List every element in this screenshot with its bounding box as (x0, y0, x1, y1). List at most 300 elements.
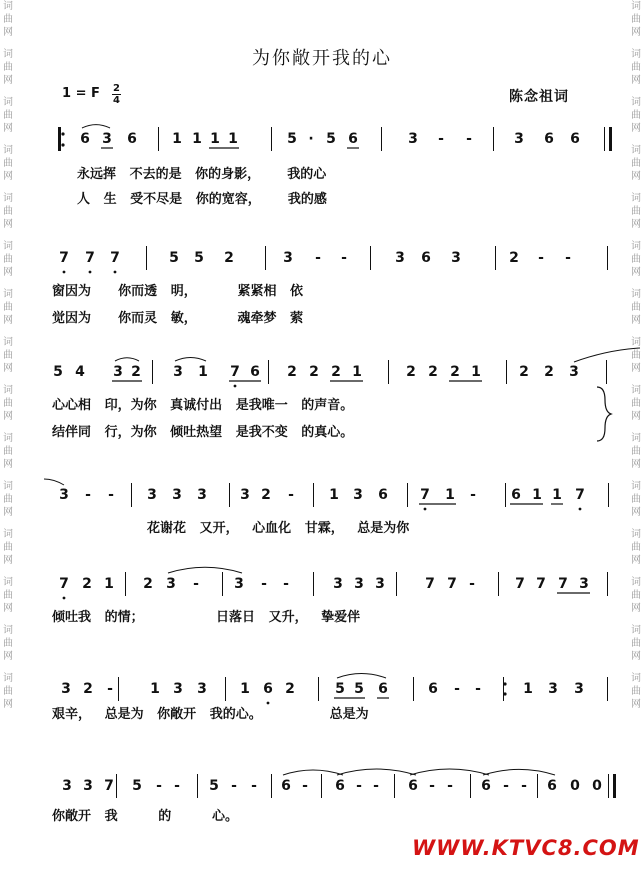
note: 6 (378, 487, 388, 503)
dash-extension: - (261, 576, 267, 592)
note: 1 (471, 364, 481, 380)
dash-extension: - (565, 250, 571, 266)
barline (265, 246, 266, 270)
side-glyph: 曲 (3, 542, 13, 553)
side-glyph: 曲 (3, 638, 13, 649)
note: 7 (515, 576, 525, 592)
side-gap (628, 135, 644, 144)
note: 3 (166, 576, 176, 592)
note: 2 (261, 487, 271, 503)
side-glyph: 网 (631, 267, 641, 278)
side-glyph: 网 (3, 699, 13, 710)
side-glyph: 网 (3, 363, 13, 374)
note: 3 (408, 131, 418, 147)
repeat-barline (58, 127, 64, 151)
time-signature-bottom: 4 (113, 95, 120, 106)
note: 3 (569, 364, 579, 380)
side-gap (628, 711, 644, 720)
note: 7 (110, 250, 120, 266)
side-glyph: 曲 (631, 302, 641, 313)
note: 7 (425, 576, 435, 592)
side-gap (628, 279, 644, 288)
dash-extension: - (231, 778, 237, 794)
octave-dot (63, 271, 66, 274)
barline (505, 483, 506, 507)
slur (175, 357, 206, 361)
note: 3 (61, 681, 71, 697)
barline (396, 572, 397, 596)
dash-extension: - (521, 778, 527, 794)
side-glyph: 网 (3, 603, 13, 614)
note: 1 (210, 131, 220, 147)
barline (493, 127, 494, 151)
side-gap (0, 567, 16, 576)
side-glyph: 网 (3, 123, 13, 134)
side-glyph: 词 (631, 337, 641, 348)
site-watermark: WWW.KTVC8.COM (412, 836, 640, 860)
slur (483, 769, 555, 775)
note: 3 (173, 681, 183, 697)
side-glyph: 曲 (3, 14, 13, 25)
side-glyph: 网 (631, 555, 641, 566)
dash-extension: - (466, 131, 472, 147)
note: 2 (224, 250, 234, 266)
note: 6 (421, 250, 431, 266)
note: 6 (263, 681, 273, 697)
side-gap (0, 375, 16, 384)
lyric-line: 人 生 受不尽是 你的宽容， 我的感 (77, 192, 327, 207)
side-gap (628, 519, 644, 528)
dash-extension: - (283, 576, 289, 592)
side-glyph: 词 (631, 529, 641, 540)
side-gap (628, 567, 644, 576)
note: 6 (378, 681, 388, 697)
lyric-line: 心心相 印，为你 真诚付出 是我唯一 的声音。 (52, 398, 354, 413)
barline (607, 246, 608, 270)
note: 3 (240, 487, 250, 503)
dash-extension: - (503, 778, 509, 794)
dash-extension: - (429, 778, 435, 794)
side-glyph: 词 (3, 1, 13, 12)
note: 5 (209, 778, 219, 794)
side-glyph: 网 (631, 411, 641, 422)
note: 3 (83, 778, 93, 794)
note: 3 (62, 778, 72, 794)
octave-dot (267, 702, 270, 705)
side-glyph: 词 (3, 193, 13, 204)
dash-extension: - (174, 778, 180, 794)
note: 6 (127, 131, 137, 147)
side-gap (628, 423, 644, 432)
slur (337, 769, 416, 775)
side-glyph: 曲 (631, 542, 641, 553)
dash-extension: - (469, 576, 475, 592)
side-glyph: 曲 (3, 206, 13, 217)
side-glyph: 词 (631, 673, 641, 684)
note: 5 (132, 778, 142, 794)
note: 5 (169, 250, 179, 266)
side-glyph: 曲 (631, 110, 641, 121)
lyric-line: 窗因为 你而透 明， 紧紧相 依 (52, 284, 304, 299)
barline (271, 774, 272, 798)
side-glyph: 曲 (631, 14, 641, 25)
side-glyph: 网 (631, 651, 641, 662)
note: 3 (354, 576, 364, 592)
note: 5 (194, 250, 204, 266)
barline (506, 360, 507, 384)
note: 2 (331, 364, 341, 380)
slur (337, 674, 386, 678)
side-gap (628, 87, 644, 96)
note: 1 (352, 364, 362, 380)
note: 7 (230, 364, 240, 380)
side-gap (0, 279, 16, 288)
side-glyph: 词 (631, 49, 641, 60)
note: 7 (558, 576, 568, 592)
barline (118, 677, 119, 701)
dash-extension: - (193, 576, 199, 592)
side-glyph: 网 (3, 315, 13, 326)
dash-extension: - (454, 681, 460, 697)
side-gap (628, 471, 644, 480)
barline (158, 127, 159, 151)
side-glyph: 曲 (631, 638, 641, 649)
slur (283, 770, 343, 775)
lyric-line: 你敞开 我 的 心。 (52, 809, 239, 824)
note: 1 (198, 364, 208, 380)
note: 7 (104, 778, 114, 794)
side-glyph: 曲 (631, 686, 641, 697)
side-glyph: 曲 (3, 302, 13, 313)
note: 3 (395, 250, 405, 266)
note: 3 (283, 250, 293, 266)
side-glyph: 词 (3, 433, 13, 444)
barline (225, 677, 226, 701)
note: 2 (309, 364, 319, 380)
note: 2 (143, 576, 153, 592)
side-glyph: 词 (3, 481, 13, 492)
note: 3 (197, 487, 207, 503)
octave-dot (89, 271, 92, 274)
note: 2 (82, 576, 92, 592)
side-glyph: 网 (3, 219, 13, 230)
side-gap (0, 471, 16, 480)
side-glyph: 曲 (3, 62, 13, 73)
note: 2 (509, 250, 519, 266)
note: 1 (523, 681, 533, 697)
note: 7 (575, 487, 585, 503)
note: 2 (131, 364, 141, 380)
barline (503, 677, 504, 701)
side-glyph: 曲 (631, 254, 641, 265)
dash-extension: - (438, 131, 444, 147)
side-glyph: 词 (3, 289, 13, 300)
side-glyph: 曲 (3, 590, 13, 601)
dash-extension: - (302, 778, 308, 794)
note: 2 (406, 364, 416, 380)
note: 7 (447, 576, 457, 592)
note: 6 (544, 131, 554, 147)
note: 6 (547, 778, 557, 794)
side-glyph: 词 (631, 433, 641, 444)
note: 6 (511, 487, 521, 503)
end-barline (604, 127, 612, 151)
dash-extension: - (156, 778, 162, 794)
barline (321, 774, 322, 798)
note: 3 (375, 576, 385, 592)
side-watermark-right (628, 0, 644, 883)
note: 5 (335, 681, 345, 697)
note: 0 (570, 778, 580, 794)
side-glyph: 词 (3, 337, 13, 348)
note: 1 (172, 131, 182, 147)
note: 1 (228, 131, 238, 147)
lyric-line: 花谢花 又开， 心血化 甘霖， 总是为你 (147, 521, 410, 536)
side-glyph: 曲 (631, 158, 641, 169)
side-glyph: 曲 (631, 206, 641, 217)
side-glyph: 网 (3, 651, 13, 662)
side-glyph: 曲 (631, 590, 641, 601)
note: 2 (428, 364, 438, 380)
dash-extension: - (341, 250, 347, 266)
dash-extension: - (538, 250, 544, 266)
song-title: 为你敞开我的心 (252, 48, 392, 69)
time-signature-top: 2 (113, 83, 120, 94)
dash-extension: - (470, 487, 476, 503)
side-glyph: 曲 (631, 446, 641, 457)
barline (381, 127, 382, 151)
side-glyph: 曲 (3, 398, 13, 409)
side-glyph: 网 (631, 507, 641, 518)
side-glyph: 网 (3, 555, 13, 566)
note: 2 (285, 681, 295, 697)
side-glyph: 词 (631, 385, 641, 396)
verse-brace (597, 387, 611, 441)
note: 7 (536, 576, 546, 592)
side-glyph: 词 (3, 577, 13, 588)
side-glyph: 词 (631, 577, 641, 588)
lyricist-credit: 陈念祖词 (509, 89, 569, 105)
side-glyph: 词 (631, 145, 641, 156)
side-glyph: 曲 (631, 398, 641, 409)
side-glyph: 词 (3, 97, 13, 108)
barline (318, 677, 319, 701)
side-watermark-left (0, 0, 16, 883)
side-gap (0, 231, 16, 240)
note: 5 (326, 131, 336, 147)
side-glyph: 曲 (631, 350, 641, 361)
note: 4 (75, 364, 85, 380)
note: 5 (287, 131, 297, 147)
dash-extension: - (447, 778, 453, 794)
barline (268, 360, 269, 384)
dash-extension: - (315, 250, 321, 266)
note: 2 (544, 364, 554, 380)
side-glyph: 网 (3, 459, 13, 470)
side-gap (0, 327, 16, 336)
note: 3 (451, 250, 461, 266)
note: 3 (574, 681, 584, 697)
side-glyph: 网 (631, 219, 641, 230)
side-glyph: 网 (631, 363, 641, 374)
side-glyph: 词 (3, 625, 13, 636)
note: 3 (172, 487, 182, 503)
side-gap (0, 423, 16, 432)
side-glyph: 网 (631, 315, 641, 326)
barline (271, 127, 272, 151)
side-glyph: 网 (3, 171, 13, 182)
tie (44, 479, 64, 485)
slur (82, 125, 110, 128)
side-glyph: 网 (3, 75, 13, 86)
octave-dot (579, 508, 582, 511)
side-glyph: 词 (631, 193, 641, 204)
end-barline (608, 774, 616, 798)
barline (116, 774, 117, 798)
note: 2 (83, 681, 93, 697)
side-gap (0, 519, 16, 528)
barline (313, 483, 314, 507)
side-glyph: 曲 (3, 158, 13, 169)
barline (498, 572, 499, 596)
note: 5 (53, 364, 63, 380)
note: 1 (445, 487, 455, 503)
side-glyph: 词 (3, 145, 13, 156)
barline (313, 572, 314, 596)
side-glyph: 网 (3, 27, 13, 38)
side-glyph: 词 (631, 1, 641, 12)
note: 7 (420, 487, 430, 503)
note: 3 (147, 487, 157, 503)
barline (608, 483, 609, 507)
side-gap (0, 87, 16, 96)
note: 3 (173, 364, 183, 380)
barline (125, 572, 126, 596)
slur (115, 358, 139, 361)
note: 1 (150, 681, 160, 697)
barline (222, 572, 223, 596)
note: 1 (329, 487, 339, 503)
note: 3 (333, 576, 343, 592)
side-glyph: 词 (3, 385, 13, 396)
barline (495, 246, 496, 270)
slur (410, 769, 489, 775)
note: 3 (197, 681, 207, 697)
dash-extension: - (356, 778, 362, 794)
side-glyph: 网 (631, 75, 641, 86)
note: 7 (85, 250, 95, 266)
dash-extension: - (373, 778, 379, 794)
side-glyph: 词 (631, 241, 641, 252)
side-gap (628, 615, 644, 624)
note: 3 (102, 131, 112, 147)
barline (146, 246, 147, 270)
side-glyph: 词 (3, 49, 13, 60)
note: 5 (354, 681, 364, 697)
note: 6 (408, 778, 418, 794)
side-glyph: 词 (631, 289, 641, 300)
side-gap (628, 183, 644, 192)
dash-extension: - (85, 487, 91, 503)
dash-extension: - (288, 487, 294, 503)
note: 6 (250, 364, 260, 380)
octave-dot (63, 597, 66, 600)
note: 1 (240, 681, 250, 697)
barline (407, 483, 408, 507)
side-glyph: 词 (3, 673, 13, 684)
key-signature: 1 = F (62, 86, 100, 101)
side-glyph: 曲 (3, 494, 13, 505)
lyric-line: 倾吐我 的情； 日落日 又升， 挚爱伴 (52, 610, 361, 625)
barline (152, 360, 153, 384)
note: 6 (80, 131, 90, 147)
side-gap (628, 327, 644, 336)
octave-dot (424, 508, 427, 511)
note: 1 (552, 487, 562, 503)
note: 6 (348, 131, 358, 147)
side-gap (0, 663, 16, 672)
barline (197, 774, 198, 798)
barline (537, 774, 538, 798)
side-glyph: 词 (3, 241, 13, 252)
barline (607, 572, 608, 596)
note: 2 (450, 364, 460, 380)
side-glyph: 曲 (3, 254, 13, 265)
side-gap (0, 711, 16, 720)
slur (168, 567, 242, 573)
side-gap (628, 231, 644, 240)
barline (413, 677, 414, 701)
note: 6 (281, 778, 291, 794)
barline (394, 774, 395, 798)
side-glyph: 词 (631, 625, 641, 636)
barline (388, 360, 389, 384)
side-glyph: 网 (631, 603, 641, 614)
barline (606, 360, 607, 384)
note: 6 (481, 778, 491, 794)
note: 3 (514, 131, 524, 147)
side-glyph: 网 (631, 123, 641, 134)
side-glyph: 曲 (3, 686, 13, 697)
side-glyph: 曲 (3, 446, 13, 457)
octave-dot (114, 271, 117, 274)
note: 7 (59, 576, 69, 592)
side-glyph: 词 (3, 529, 13, 540)
note: 3 (59, 487, 69, 503)
note: 6 (428, 681, 438, 697)
side-glyph: 曲 (631, 62, 641, 73)
note: 3 (234, 576, 244, 592)
lyric-line: 艰辛， 总是为 你敞开 我的心。 总是为 (52, 707, 369, 722)
time-signature (112, 83, 121, 106)
side-glyph: 网 (631, 459, 641, 470)
lyric-line: 永远挥 不去的是 你的身影， 我的心 (77, 167, 327, 182)
lyric-line: 结伴同 行，为你 倾吐热望 是我不变 的真心。 (52, 425, 354, 440)
note: 2 (519, 364, 529, 380)
dash-extension: - (251, 778, 257, 794)
side-gap (628, 375, 644, 384)
side-glyph: 词 (631, 481, 641, 492)
note: 3 (548, 681, 558, 697)
barline (607, 677, 608, 701)
dash-extension: - (107, 681, 113, 697)
side-glyph: 曲 (3, 350, 13, 361)
note: 1 (532, 487, 542, 503)
note: 7 (59, 250, 69, 266)
side-glyph: 词 (631, 97, 641, 108)
dash-extension: - (108, 487, 114, 503)
note: 3 (113, 364, 123, 380)
